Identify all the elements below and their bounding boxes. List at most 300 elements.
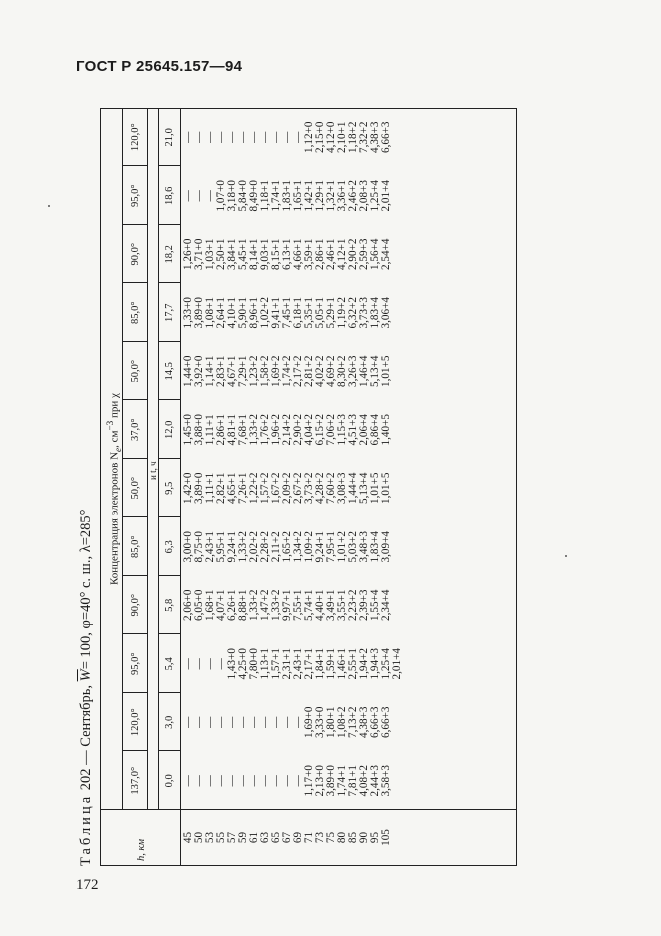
table-cell: 1,13+1 bbox=[259, 648, 271, 680]
table-cell: 1,32+1 bbox=[325, 180, 337, 212]
table-cell: 5,13+4 bbox=[369, 355, 381, 387]
data-column bbox=[183, 465, 392, 511]
altitude-cell: 71 bbox=[303, 831, 315, 844]
table-cell: 1,42+0 bbox=[182, 472, 194, 504]
table-cell: 1,25+4 bbox=[369, 180, 381, 212]
table-cell: 2,39+3 bbox=[358, 589, 370, 621]
table-cell: 2,67+2 bbox=[292, 472, 304, 504]
table-cell: 2,59+3 bbox=[358, 238, 370, 270]
table-cell: 2,02+2 bbox=[248, 531, 260, 563]
table-cell: 1,26+0 bbox=[182, 238, 194, 270]
table-cell: 3,09+4 bbox=[380, 531, 392, 563]
table-cell: 8,15+1 bbox=[270, 238, 282, 270]
table-cell: 1,12+0 bbox=[303, 121, 315, 153]
altitude-cell: 65 bbox=[270, 831, 282, 844]
chi-header: 137,0° bbox=[129, 766, 141, 795]
table-cell: 7,45+1 bbox=[281, 297, 293, 329]
table-cell: 1,94+2 bbox=[358, 648, 370, 680]
table-cell: 8,75+0 bbox=[193, 531, 205, 563]
table-cell: 4,51+3 bbox=[347, 414, 359, 446]
table-cell: 1,83+4 bbox=[369, 297, 381, 329]
time-header: 12,0 bbox=[164, 420, 175, 439]
table-cell: 1,59+1 bbox=[325, 648, 337, 680]
table-cell: 3,84+1 bbox=[226, 238, 238, 270]
table-cell: 1,47+2 bbox=[259, 589, 271, 621]
table-cell: 7,81+1 bbox=[347, 765, 359, 797]
table-cell: — bbox=[292, 716, 304, 728]
table-cell: 1,57+2 bbox=[259, 472, 271, 504]
rule-time-separator bbox=[158, 224, 180, 225]
table-cell: — bbox=[193, 131, 205, 143]
table-cell: 6,15+2 bbox=[314, 414, 326, 446]
table-cell: 5,35+1 bbox=[303, 297, 315, 329]
table-cell: 3,71+0 bbox=[193, 238, 205, 270]
table-cell: 2,43+1 bbox=[204, 531, 216, 563]
table-cell: 2,46+2 bbox=[347, 180, 359, 212]
table-cell: 1,74+1 bbox=[270, 180, 282, 212]
table-cell: — bbox=[292, 131, 304, 143]
table-cell: 1,34+2 bbox=[292, 531, 304, 563]
table-cell: 5,05+1 bbox=[314, 297, 326, 329]
table-cell: 4,12+0 bbox=[325, 121, 337, 153]
table-cell: — bbox=[182, 716, 194, 728]
table-cell: 4,69+2 bbox=[325, 355, 337, 387]
table-cell: 2,90+2 bbox=[292, 414, 304, 446]
table-cell: 1,29+1 bbox=[314, 180, 326, 212]
rule-time-separator bbox=[158, 517, 180, 518]
data-column bbox=[183, 641, 403, 687]
electron-concentration-table bbox=[100, 108, 517, 866]
table-cell: 1,65+1 bbox=[292, 180, 304, 212]
table-cell: 7,32+2 bbox=[358, 121, 370, 153]
table-cell: 1,09+2 bbox=[303, 531, 315, 563]
table-cell: 1,67+2 bbox=[270, 472, 282, 504]
table-cell: 5,13+4 bbox=[358, 472, 370, 504]
page-number: 172 bbox=[76, 877, 99, 893]
table-cell: 1,01+5 bbox=[380, 355, 392, 387]
altitude-cell: 45 bbox=[182, 831, 194, 844]
banner-text: Концентрация электронов N bbox=[108, 451, 121, 585]
table-cell: 3,49+1 bbox=[325, 589, 337, 621]
rule-time-separator bbox=[158, 692, 180, 693]
rule-time-separator bbox=[158, 634, 180, 635]
time-header: 14,5 bbox=[164, 362, 175, 381]
table-cell: — bbox=[204, 658, 216, 670]
table-cell: — bbox=[259, 131, 271, 143]
table-cell: 2,10+1 bbox=[336, 121, 348, 153]
table-cell: 2,01+4 bbox=[391, 648, 403, 680]
table-cell: 1,80+1 bbox=[325, 706, 337, 738]
table-cell: 6,66+3 bbox=[369, 706, 381, 738]
table-cell: 1,69+0 bbox=[303, 706, 315, 738]
table-cell: 7,60+2 bbox=[325, 472, 337, 504]
data-column bbox=[183, 524, 392, 570]
table-cell: — bbox=[182, 775, 194, 787]
altitude-cell: 80 bbox=[336, 831, 348, 844]
table-cell: 1,25+4 bbox=[380, 648, 392, 680]
caption-label: Таблица bbox=[78, 793, 94, 866]
table-cell: 1,02+2 bbox=[259, 297, 271, 329]
table-cell: 1,40+5 bbox=[380, 414, 392, 446]
table-cell: 2,01+4 bbox=[380, 180, 392, 212]
table-cell: 1,56+4 bbox=[369, 238, 381, 270]
altitude-cell: 53 bbox=[204, 831, 216, 844]
table-cell: 1,46+1 bbox=[336, 648, 348, 680]
table-cell: 1,01+2 bbox=[336, 531, 348, 563]
table-cell: — bbox=[248, 131, 260, 143]
table-cell: 2,06+4 bbox=[358, 414, 370, 446]
table-cell: — bbox=[226, 131, 238, 143]
caption-w-symbol: $\overline{W}$ bbox=[78, 669, 94, 682]
table-cell: 1,65+2 bbox=[281, 531, 293, 563]
chi-header: 95,0° bbox=[129, 652, 141, 676]
time-header: 18,2 bbox=[164, 245, 175, 264]
table-cell: 4,08+2 bbox=[358, 765, 370, 797]
time-header: 9,5 bbox=[164, 481, 175, 495]
table-cell: 1,19+2 bbox=[336, 297, 348, 329]
table-caption bbox=[78, 108, 100, 866]
table-cell: — bbox=[182, 190, 194, 202]
caption-params: = 100, φ=40° с. ш., λ=285° bbox=[78, 509, 94, 670]
table-cell: 8,49+0 bbox=[248, 180, 260, 212]
table-cell: — bbox=[259, 716, 271, 728]
table-cell: 1,03+1 bbox=[204, 238, 216, 270]
data-column bbox=[183, 407, 392, 453]
table-cell: 3,88+0 bbox=[193, 414, 205, 446]
table-cell: 1,33+2 bbox=[270, 589, 282, 621]
table-cell: 1,11+1 bbox=[204, 472, 216, 504]
table-cell: 2,46+1 bbox=[325, 238, 337, 270]
table-cell: — bbox=[259, 775, 271, 787]
table-cell: 3,00+0 bbox=[182, 531, 194, 563]
table-cell: 5,74+1 bbox=[303, 589, 315, 621]
altitude-cell: 63 bbox=[259, 831, 271, 844]
table-cell: 5,03+2 bbox=[347, 531, 359, 563]
table-cell: 2,06+0 bbox=[182, 589, 194, 621]
table-cell: 1,46+4 bbox=[358, 355, 370, 387]
table-cell: 7,55+1 bbox=[292, 589, 304, 621]
table-cell: 4,28+2 bbox=[314, 472, 326, 504]
rule-time-separator bbox=[158, 166, 180, 167]
table-cell: 2,13+0 bbox=[314, 765, 326, 797]
chi-header: 95,0° bbox=[129, 184, 141, 208]
table-cell: 3,33+0 bbox=[314, 706, 326, 738]
chi-header: 85,0° bbox=[129, 535, 141, 559]
table-cell: 4,38+3 bbox=[358, 706, 370, 738]
table-cell: — bbox=[226, 775, 238, 787]
data-column bbox=[183, 582, 392, 628]
table-cell: 7,26+1 bbox=[237, 472, 249, 504]
table-cell: 1,33+2 bbox=[237, 531, 249, 563]
data-column bbox=[183, 231, 392, 277]
table-cell: 6,13+1 bbox=[281, 238, 293, 270]
table-cell: 9,41+1 bbox=[270, 297, 282, 329]
table-cell: 3,08+3 bbox=[336, 472, 348, 504]
table-cell: 9,97+1 bbox=[281, 589, 293, 621]
data-column bbox=[183, 290, 392, 336]
table-cell: 5,90+1 bbox=[237, 297, 249, 329]
table-cell: 4,81+1 bbox=[226, 414, 238, 446]
chi-header: 90,0° bbox=[129, 593, 141, 617]
table-cell: — bbox=[281, 716, 293, 728]
table-cell: — bbox=[215, 775, 227, 787]
table-cell: 1,43+0 bbox=[226, 648, 238, 680]
table-cell: 3,36+1 bbox=[336, 180, 348, 212]
table-cell: — bbox=[204, 190, 216, 202]
table-cell: — bbox=[204, 131, 216, 143]
caption-dash: — bbox=[78, 750, 94, 765]
table-cell: — bbox=[270, 775, 282, 787]
altitude-cell: 75 bbox=[325, 831, 337, 844]
rule-chi-separator bbox=[122, 575, 147, 576]
table-cell: 2,82+1 bbox=[215, 472, 227, 504]
table-cell: — bbox=[248, 716, 260, 728]
table-cell: 6,18+1 bbox=[292, 297, 304, 329]
table-cell: 2,90+2 bbox=[347, 238, 359, 270]
table-cell: 1,58+2 bbox=[259, 355, 271, 387]
chi-header: 50,0° bbox=[129, 476, 141, 500]
rule-chi-separator bbox=[122, 458, 147, 459]
table-cell: 2,64+1 bbox=[215, 297, 227, 329]
time-header: 21,0 bbox=[164, 128, 175, 147]
table-cell: 2,54+4 bbox=[380, 238, 392, 270]
table-cell: — bbox=[182, 658, 194, 670]
table-cell: 8,88+1 bbox=[237, 589, 249, 621]
table-cell: 9,24+1 bbox=[226, 531, 238, 563]
table-cell: 3,18+0 bbox=[226, 180, 238, 212]
table-cell: 2,17+1 bbox=[303, 648, 315, 680]
table-cell: — bbox=[193, 775, 205, 787]
table-cell: 9,03+1 bbox=[259, 238, 271, 270]
altitude-cell: 61 bbox=[248, 831, 260, 844]
altitude-cell: 85 bbox=[347, 831, 359, 844]
table-cell: 1,44+4 bbox=[347, 472, 359, 504]
altitude-cell: 67 bbox=[281, 831, 293, 844]
table-cell: 6,66+3 bbox=[380, 121, 392, 153]
table-cell: 4,66+1 bbox=[292, 238, 304, 270]
table-cell: 8,96+1 bbox=[248, 297, 260, 329]
table-cell: — bbox=[237, 775, 249, 787]
table-cell: — bbox=[237, 131, 249, 143]
table-cell: 4,38+3 bbox=[369, 121, 381, 153]
table-cell: 3,06+4 bbox=[380, 297, 392, 329]
table-cell: 1,01+5 bbox=[369, 472, 381, 504]
table-cell: 4,07+1 bbox=[215, 589, 227, 621]
table-cell: 4,12+1 bbox=[336, 238, 348, 270]
table-cell: 2,15+0 bbox=[314, 121, 326, 153]
table-cell: 3,73+3 bbox=[358, 297, 370, 329]
table-cell: 4,25+0 bbox=[237, 648, 249, 680]
table-cell: 3,48+3 bbox=[358, 531, 370, 563]
chi-header: 120,0° bbox=[129, 708, 141, 737]
rule-time-separator bbox=[158, 341, 180, 342]
table-cell: 2,11+2 bbox=[270, 531, 282, 563]
table-cell: 3,73+2 bbox=[303, 472, 315, 504]
table-cell: 3,89+0 bbox=[193, 297, 205, 329]
chi-header: 90,0° bbox=[129, 242, 141, 266]
rule-time-separator bbox=[158, 283, 180, 284]
altitude-column bbox=[183, 810, 392, 865]
table-cell: — bbox=[292, 775, 304, 787]
table-cell: 2,44+3 bbox=[369, 765, 381, 797]
table-cell: — bbox=[193, 658, 205, 670]
table-cell: 6,66+3 bbox=[380, 706, 392, 738]
rule-chi-separator bbox=[122, 341, 147, 342]
altitude-cell: 57 bbox=[226, 831, 238, 844]
table-cell: 3,55+1 bbox=[336, 589, 348, 621]
table-cell: — bbox=[281, 775, 293, 787]
table-cell: 6,26+1 bbox=[226, 589, 238, 621]
rule-chi-separator bbox=[122, 224, 147, 225]
caption-month: Сентябрь, bbox=[78, 685, 94, 747]
rule-chi-separator bbox=[122, 166, 147, 167]
table-cell: 2,86+1 bbox=[215, 414, 227, 446]
table-cell: 2,50+1 bbox=[215, 238, 227, 270]
table-cell: 2,14+2 bbox=[281, 414, 293, 446]
rule-time-separator bbox=[158, 458, 180, 459]
rule-chi-separator bbox=[122, 283, 147, 284]
table-cell: 1,01+5 bbox=[380, 472, 392, 504]
rule-time-separator bbox=[158, 400, 180, 401]
table-cell: 1,07+0 bbox=[215, 180, 227, 212]
table-cell: 7,13+2 bbox=[347, 706, 359, 738]
table-cell: 1,83+1 bbox=[281, 180, 293, 212]
table-cell: — bbox=[193, 716, 205, 728]
table-cell: — bbox=[281, 131, 293, 143]
table-cell: 1,68+1 bbox=[204, 589, 216, 621]
chi-header: 50,0° bbox=[129, 359, 141, 383]
table-cell: 3,59+1 bbox=[303, 238, 315, 270]
chi-header: 120,0° bbox=[129, 123, 141, 152]
table-cell: 2,83+1 bbox=[215, 355, 227, 387]
table-cell: 4,04+2 bbox=[303, 414, 315, 446]
table-cell: 2,31+1 bbox=[281, 648, 293, 680]
altitude-cell: 95 bbox=[369, 831, 381, 844]
table-cell: 5,29+1 bbox=[325, 297, 337, 329]
table-cell: 1,14+1 bbox=[204, 355, 216, 387]
table-cell: — bbox=[248, 775, 260, 787]
time-banner: и t, ч bbox=[148, 461, 158, 480]
table-cell: 7,06+2 bbox=[325, 414, 337, 446]
rotated-table-block bbox=[78, 108, 518, 866]
table-cell: 1,84+1 bbox=[314, 648, 326, 680]
table-cell: 1,74+1 bbox=[336, 765, 348, 797]
table-cell: 8,30+2 bbox=[336, 355, 348, 387]
table-cell: 3,89+0 bbox=[193, 472, 205, 504]
table-cell: — bbox=[215, 131, 227, 143]
table-cell: 2,43+1 bbox=[292, 648, 304, 680]
table-cell: 2,17+2 bbox=[292, 355, 304, 387]
table-cell: 3,89+0 bbox=[325, 765, 337, 797]
table-cell: 1,23+2 bbox=[248, 355, 260, 387]
document-header: ГОСТ Р 25645.157—94 bbox=[76, 58, 243, 75]
table-cell: 9,24+1 bbox=[314, 531, 326, 563]
rule-chi-separator bbox=[122, 751, 147, 752]
table-cell: 1,74+2 bbox=[281, 355, 293, 387]
table-cell: 1,44+0 bbox=[182, 355, 194, 387]
concentration-banner bbox=[105, 393, 123, 585]
banner-subscript: e bbox=[112, 447, 123, 452]
table-cell: 1,55+4 bbox=[369, 589, 381, 621]
table-cell: 8,14+1 bbox=[248, 238, 260, 270]
time-header: 5,4 bbox=[164, 657, 175, 671]
data-column bbox=[183, 758, 392, 804]
table-cell: 5,84+0 bbox=[237, 180, 249, 212]
table-cell: 1,18+2 bbox=[347, 121, 359, 153]
table-cell: 2,55+1 bbox=[347, 648, 359, 680]
caption-number: 202 bbox=[78, 768, 94, 791]
scan-speck bbox=[48, 205, 50, 207]
altitude-cell: 73 bbox=[314, 831, 326, 844]
table-cell: 2,23+2 bbox=[347, 589, 359, 621]
table-cell: 1,33+2 bbox=[248, 589, 260, 621]
table-cell: 3,58+3 bbox=[380, 765, 392, 797]
table-cell: 7,80+0 bbox=[248, 648, 260, 680]
rule-time-separator bbox=[158, 751, 180, 752]
table-cell: — bbox=[193, 190, 205, 202]
rule-chi bbox=[147, 108, 148, 810]
time-header: 18,6 bbox=[164, 186, 175, 205]
table-cell: 1,42+1 bbox=[303, 180, 315, 212]
altitude-cell: 50 bbox=[193, 831, 205, 844]
table-cell: 3,92+0 bbox=[193, 355, 205, 387]
table-cell: 1,94+3 bbox=[369, 648, 381, 680]
time-header: 0,0 bbox=[164, 774, 175, 788]
rule-header-bottom bbox=[180, 108, 181, 865]
table-cell: 6,05+0 bbox=[193, 589, 205, 621]
table-cell: 1,96+2 bbox=[270, 414, 282, 446]
table-cell: 1,11+1 bbox=[204, 414, 216, 446]
table-cell: 1,08+2 bbox=[336, 706, 348, 738]
table-cell: 3,26+3 bbox=[347, 355, 359, 387]
table-cell: 4,10+1 bbox=[226, 297, 238, 329]
table-cell: — bbox=[204, 716, 216, 728]
table-cell: 1,17+0 bbox=[303, 765, 315, 797]
time-header: 6,3 bbox=[164, 540, 175, 554]
rule-chi-separator bbox=[122, 517, 147, 518]
table-cell: 2,08+3 bbox=[358, 180, 370, 212]
altitude-cell: 90 bbox=[358, 831, 370, 844]
altitude-cell: 59 bbox=[237, 831, 249, 844]
time-header: 5,8 bbox=[164, 598, 175, 612]
data-column bbox=[183, 173, 392, 219]
table-cell: — bbox=[215, 716, 227, 728]
table-cell: 7,95+1 bbox=[325, 531, 337, 563]
table-cell: — bbox=[215, 658, 227, 670]
table-cell: 1,33+2 bbox=[248, 414, 260, 446]
table-cell: 1,15+3 bbox=[336, 414, 348, 446]
table-cell: 1,18+1 bbox=[259, 180, 271, 212]
banner-unit: , см bbox=[108, 430, 121, 448]
table-cell: 1,45+0 bbox=[182, 414, 194, 446]
table-cell: 2,81+2 bbox=[303, 355, 315, 387]
table-cell: — bbox=[270, 131, 282, 143]
table-cell: — bbox=[204, 775, 216, 787]
table-cell: 5,95+1 bbox=[215, 531, 227, 563]
table-cell: 1,08+1 bbox=[204, 297, 216, 329]
data-column bbox=[183, 348, 392, 394]
rule-chi-separator bbox=[122, 400, 147, 401]
table-cell: 1,22+2 bbox=[248, 472, 260, 504]
table-cell: — bbox=[226, 716, 238, 728]
table-cell: 2,28+2 bbox=[259, 531, 271, 563]
table-cell: 4,67+1 bbox=[226, 355, 238, 387]
banner-exponent: −3 bbox=[105, 420, 115, 431]
data-column bbox=[183, 114, 392, 160]
scan-speck bbox=[565, 555, 567, 557]
rule-chi-separator bbox=[122, 692, 147, 693]
table-cell: 1,33+0 bbox=[182, 297, 194, 329]
